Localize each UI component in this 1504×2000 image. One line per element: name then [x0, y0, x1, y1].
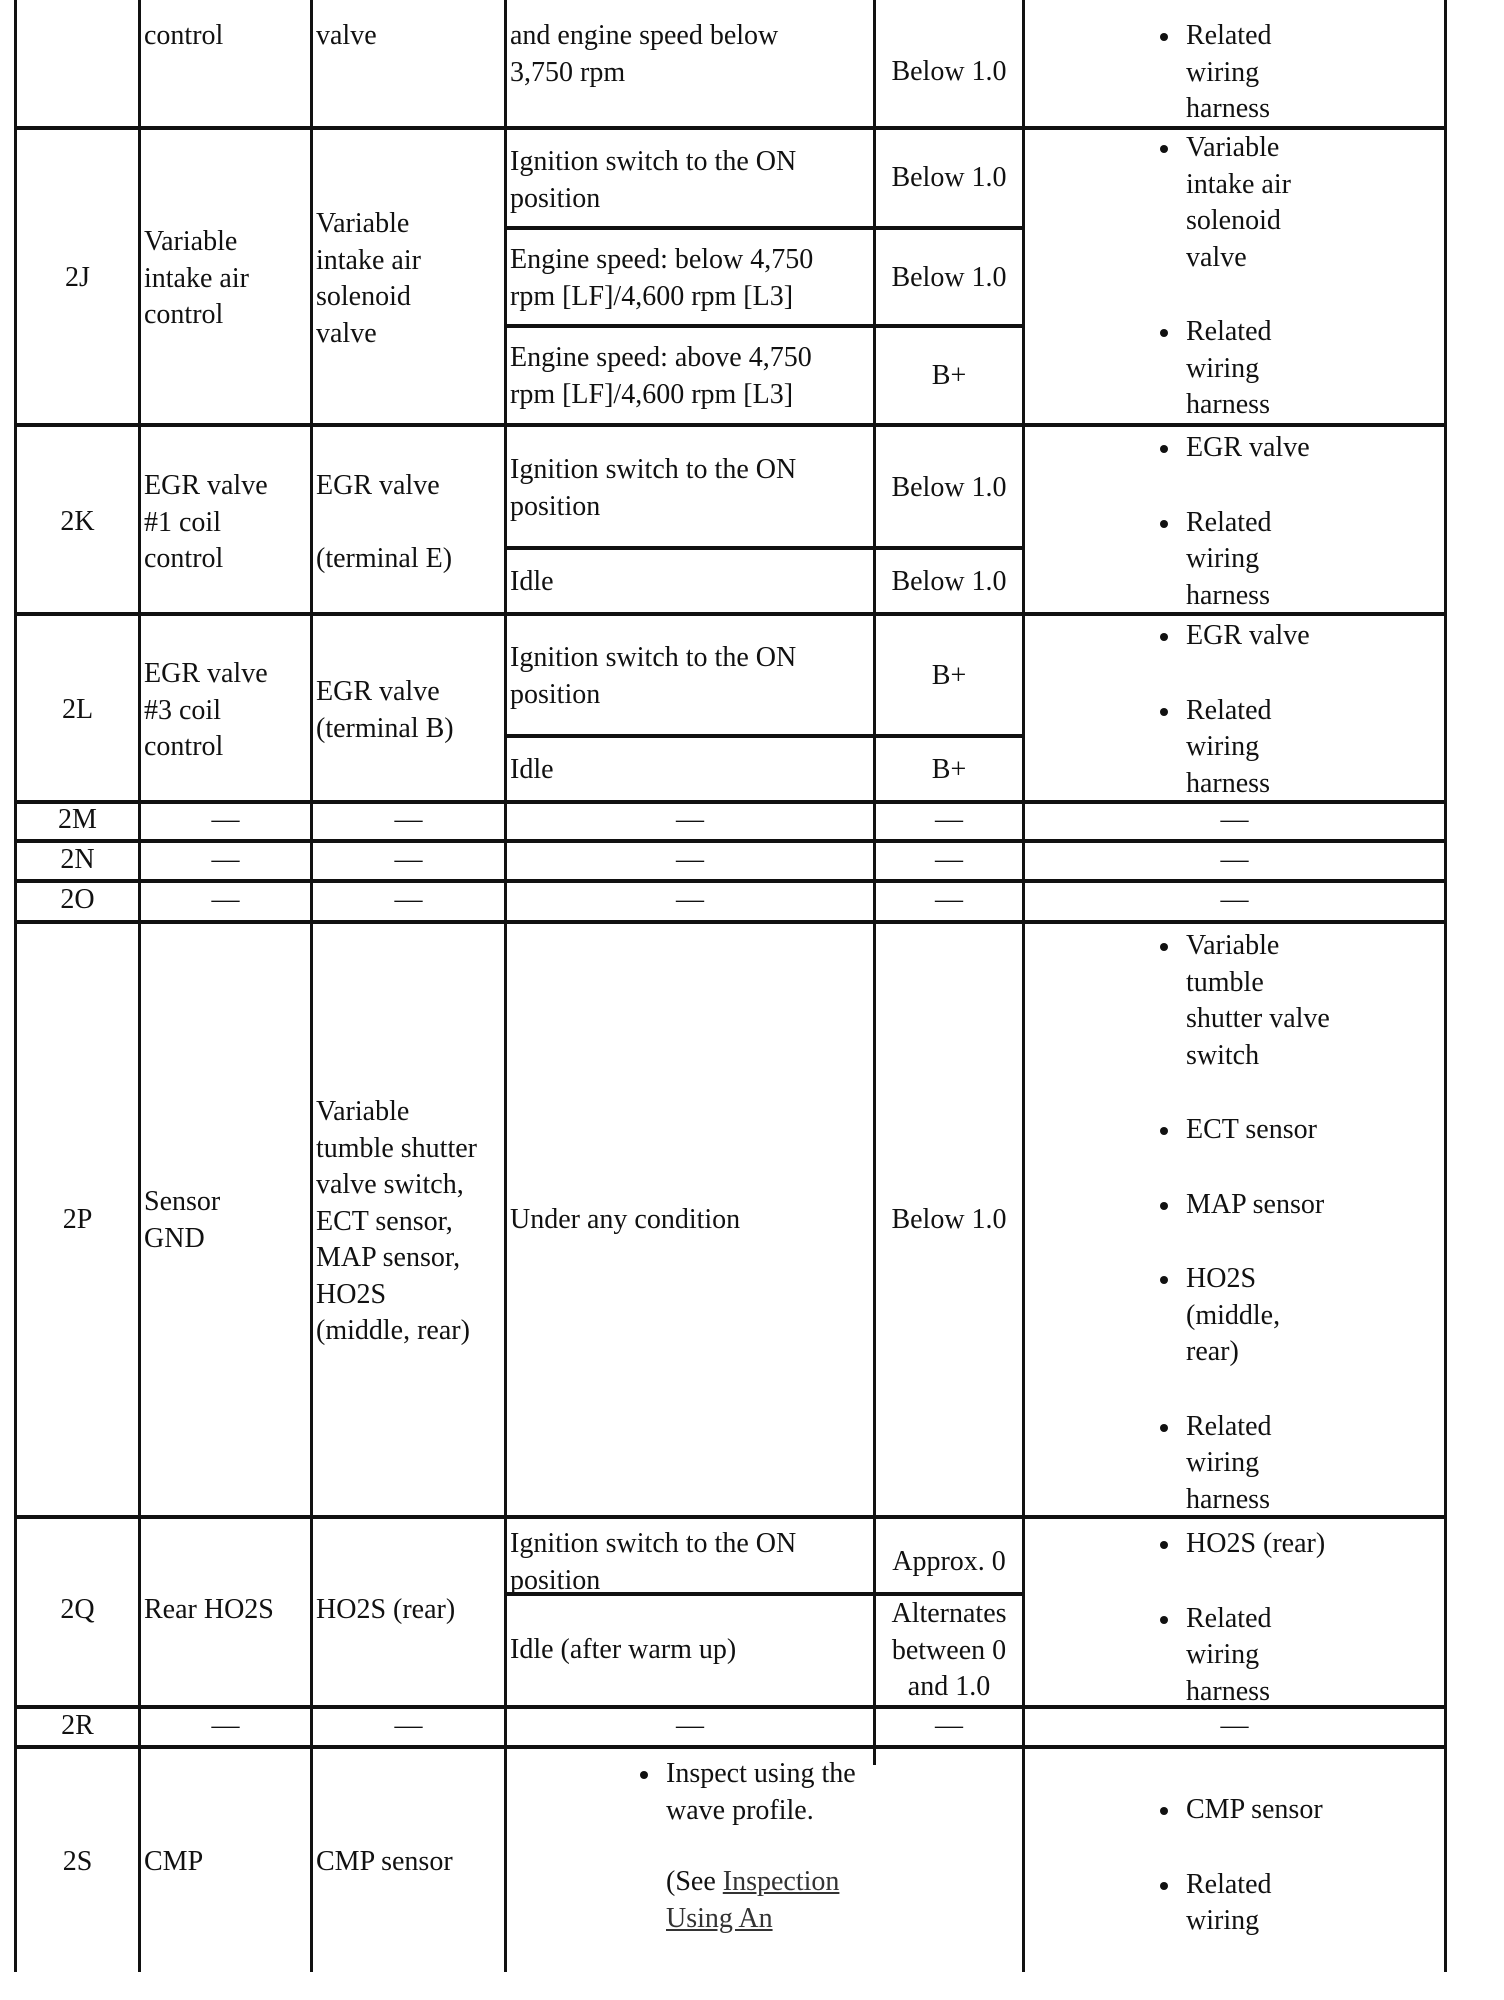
cell-dash: — [676, 844, 704, 875]
terminal-2n: 2N [60, 844, 95, 875]
inspection-item: EGR valve [1150, 430, 1420, 467]
inspection-item: CMP sensor [1150, 1792, 1420, 1829]
inspection-list [1150, 1526, 1420, 1710]
cell-voltage: Below 1.0 [891, 1204, 1007, 1235]
cell-dash: — [935, 884, 963, 915]
cell-name: Rear HO2S [144, 1594, 274, 1625]
inspection-item: Related wiring harness [1150, 693, 1420, 803]
row-line-2r-end [14, 1745, 1447, 1749]
cell-name: EGR valve #3 coil control [144, 658, 268, 762]
cell-condition: Ignition switch to the ON position [510, 454, 797, 522]
inspection-item: Variable intake air solenoid valve [1150, 130, 1420, 276]
cell-name: control [144, 20, 224, 51]
cell-condition: Under any condition [510, 1204, 741, 1235]
inspection-item: Related wiring harness [1150, 314, 1420, 424]
inspection-item: HO2S (rear) [1150, 1526, 1420, 1563]
inspection-item: ECT sensor [1150, 1112, 1420, 1149]
cell-name: EGR valve #1 coil control [144, 470, 268, 574]
terminal-2q: 2Q [60, 1594, 95, 1625]
cell-connected: CMP sensor [316, 1846, 453, 1877]
inspection-item: Variable tumble shutter valve switch [1150, 928, 1420, 1074]
inspection-list [1150, 430, 1420, 614]
cell-dash: — [935, 804, 963, 835]
cell-dash: — [935, 844, 963, 875]
inspection-list [1150, 130, 1420, 424]
cell-dash: — [211, 804, 240, 835]
inspection-item: Related wiring harness [1150, 18, 1420, 128]
cell-dash: — [394, 804, 423, 835]
terminal-2o: 2O [60, 884, 95, 915]
cell-dash: — [1220, 804, 1249, 835]
inspection-item: HO2S (middle, rear) [1150, 1261, 1420, 1371]
cell-dash: — [1220, 884, 1249, 915]
col-line-2 [310, 0, 313, 1972]
cell-voltage: Below 1.0 [891, 262, 1007, 293]
cell-voltage: Below 1.0 [891, 566, 1007, 597]
terminal-2s: 2S [62, 1846, 93, 1877]
subrow-line-2j-1 [504, 226, 1025, 230]
cell-dash: — [935, 1710, 963, 1741]
row-line-2j-end [14, 423, 1447, 427]
col-line-3 [504, 0, 507, 1972]
cell-voltage: B+ [931, 754, 967, 785]
cell-connected: HO2S (rear) [316, 1594, 456, 1625]
cell-condition: and engine speed below 3,750 rpm [510, 20, 779, 88]
cell-name: Sensor GND [144, 1186, 221, 1254]
cell-name: Variable intake air control [144, 226, 249, 330]
cell-condition: Engine speed: above 4,750 rpm [LF]/4,600 rpm [L3] [510, 342, 812, 410]
cell-dash: — [211, 1710, 240, 1741]
col-line-1 [138, 0, 141, 1972]
cell-dash: — [1220, 1710, 1249, 1741]
inspection-item: Related wiring harness [1150, 1409, 1420, 1519]
cell-dash: — [1220, 844, 1249, 875]
row-line-2o-end [14, 920, 1447, 924]
cell-condition: Idle (after warm up) [510, 1634, 737, 1665]
inspection-list [1150, 18, 1420, 128]
inspection-item: MAP sensor [1150, 1187, 1420, 1224]
cell-condition: Ignition switch to the ON position [510, 642, 797, 710]
subrow-line-2k-1 [504, 546, 1025, 550]
col-line-5 [1022, 0, 1025, 1972]
cell-dash: — [676, 1710, 704, 1741]
inspection-list [1150, 928, 1420, 1518]
cell-connected: valve [316, 20, 377, 51]
col-line-right [1444, 0, 1447, 1972]
cell-voltage: Below 1.0 [891, 56, 1007, 87]
cell-dash: — [676, 804, 704, 835]
cell-condition: Ignition switch to the ON position [510, 1528, 797, 1596]
condition-list [630, 1756, 870, 1829]
inspection-list [1150, 1792, 1420, 1940]
inspection-list [1150, 618, 1420, 802]
subrow-line-2l-1 [504, 734, 1025, 738]
cell-dash: — [676, 884, 704, 915]
terminal-2r: 2R [61, 1710, 94, 1741]
cell-condition: Idle [510, 754, 554, 785]
terminal-2m: 2M [58, 804, 97, 835]
cell-condition: Engine speed: below 4,750 rpm [LF]/4,600 rpm [L3] [510, 244, 814, 312]
subrow-line-2j-2 [504, 324, 1025, 328]
cell-connected: EGR valve (terminal E) [316, 470, 453, 574]
cell-name: CMP [144, 1846, 204, 1877]
cell-voltage: B+ [931, 660, 967, 691]
cell-dash: — [394, 844, 423, 875]
inspection-link[interactable]: Inspection Using An [666, 1866, 840, 1934]
inspection-item: Related wiring harness [1150, 505, 1420, 615]
inspection-item: Related wiring harness [1150, 1601, 1420, 1711]
cell-dash: — [394, 884, 423, 915]
cell-voltage: Below 1.0 [891, 472, 1007, 503]
cell-condition: Idle [510, 566, 554, 597]
terminal-2k: 2K [60, 506, 95, 537]
inspection-item: Related wiring [1150, 1867, 1420, 1940]
see-prefix: (See [666, 1866, 723, 1897]
cell-dash: — [394, 1710, 423, 1741]
see-reference [666, 1864, 839, 1937]
cell-voltage: Below 1.0 [891, 162, 1007, 193]
cell-dash: — [211, 884, 240, 915]
cell-voltage: Approx. 0 [892, 1546, 1006, 1577]
cell-condition: Ignition switch to the ON position [510, 146, 797, 214]
cell-connected: Variable tumble shutter valve switch, ECT sensor, MAP sensor, HO2S (middle, rear) [316, 1096, 477, 1346]
cell-voltage: Alternates between 0 and 1.0 [891, 1598, 1007, 1702]
terminal-2p: 2P [62, 1204, 93, 1235]
cell-dash: — [211, 844, 240, 875]
condition-item: Inspect using the wave profile. [630, 1756, 870, 1829]
cell-connected: Variable intake air solenoid valve [316, 208, 421, 349]
terminal-2j: 2J [65, 262, 90, 293]
cell-connected: EGR valve (terminal B) [316, 676, 454, 744]
inspection-item: EGR valve [1150, 618, 1420, 655]
terminal-2l: 2L [61, 694, 94, 725]
cell-voltage: B+ [931, 360, 967, 391]
